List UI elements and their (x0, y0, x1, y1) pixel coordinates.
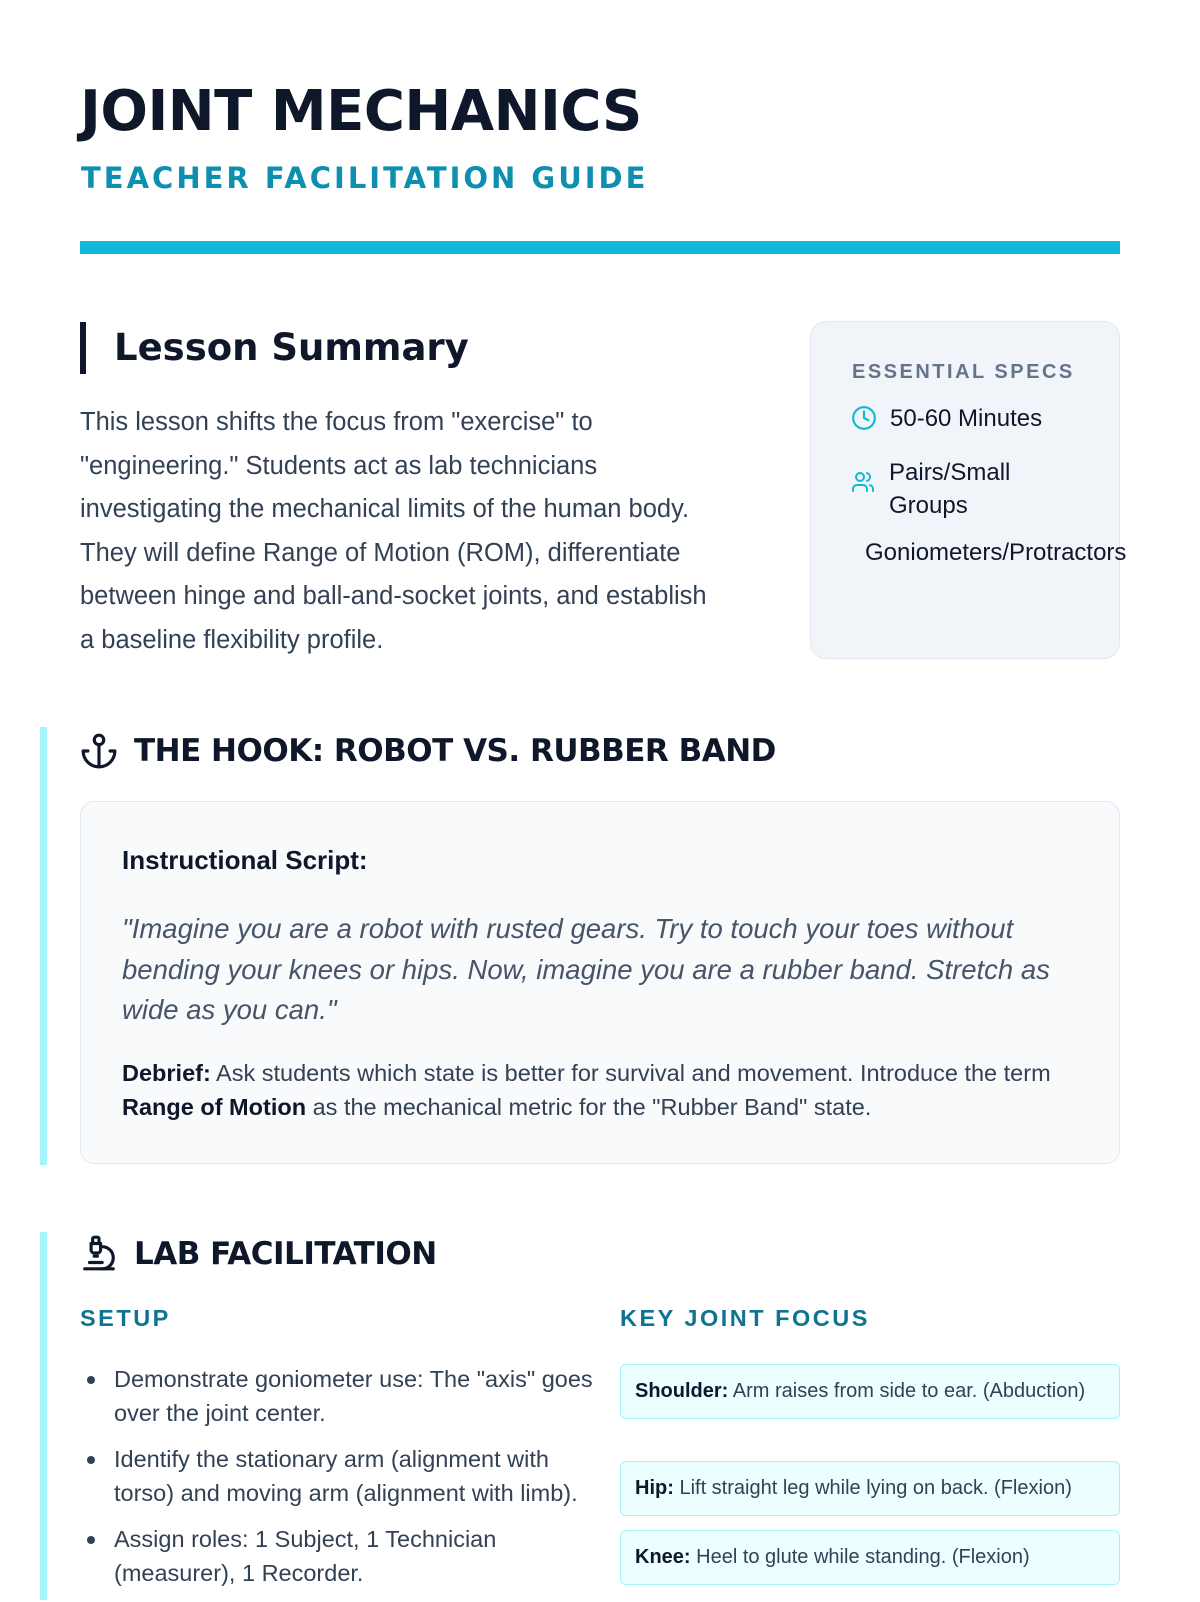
setup-list (80, 1362, 600, 1602)
joint-focus-heading: KEY JOINT FOCUS (620, 1305, 870, 1331)
anchor-icon (80, 732, 118, 770)
joint-description: Heel to glute while standing. (Flexion) (690, 1546, 1030, 1568)
summary-accent-bar (80, 322, 86, 374)
summary-heading: Lesson Summary (114, 326, 469, 369)
setup-item: Demonstrate goniometer use: The "axis" goes over the joint center. (80, 1362, 600, 1430)
microscope-icon (80, 1234, 118, 1272)
joint-description: Lift straight leg while lying on back. (Flexion) (673, 1477, 1072, 1499)
essential-specs-card (810, 321, 1127, 659)
setup-heading: SETUP (80, 1305, 171, 1331)
summary-text: This lesson shifts the focus from "exercise" to "engineering." Students act as lab technicians investigating the mechanical limits of the human body. They will define Range of Motion (ROM), differentiate between hinge and ball-and-socket joints, and establish a baseline flexibility profile. (80, 408, 707, 654)
debrief-text-after: as the mechanical metric for the "Rubber Band" state. (306, 1094, 872, 1120)
users-icon (851, 470, 875, 494)
specs-title: ESSENTIAL SPECS (852, 361, 1075, 383)
joint-description: Arm raises from side to ear. (Abduction) (728, 1380, 1086, 1402)
script-label: Instructional Script: (122, 845, 368, 875)
joint-card-hip (620, 1461, 1120, 1516)
debrief-text-before: Ask students which state is better for survival and movement. Introduce the term (210, 1060, 1051, 1086)
script-quote: "Imagine you are a robot with rusted gears. Try to touch your toes without bending your knees or hips. Now, imagine you are a rubber band. Stretch as wide as you can." (122, 913, 1050, 1025)
spec-duration: 50-60 Minutes (890, 405, 1043, 432)
joint-name: Hip: (635, 1477, 674, 1499)
joint-card-knee (620, 1530, 1120, 1585)
instructional-script-card (80, 801, 1120, 1164)
setup-item: Identify the stationary arm (alignment with torso) and moving arm (alignment with limb). (80, 1442, 600, 1510)
spec-grouping: Pairs/Small Groups (889, 459, 1011, 519)
joint-name: Knee: (635, 1546, 691, 1568)
page-title: JOINT MECHANICS (80, 79, 642, 144)
lab-section-stripe (40, 1232, 47, 1600)
clock-icon (851, 405, 877, 431)
joint-card-shoulder (620, 1364, 1120, 1419)
script-debrief (122, 1056, 1082, 1124)
hook-section-title: THE HOOK: ROBOT VS. RUBBER BAND (134, 733, 776, 769)
page-subtitle: TEACHER FACILITATION GUIDE (81, 161, 649, 195)
debrief-term: Range of Motion (122, 1094, 307, 1120)
joint-name: Shoulder: (635, 1380, 729, 1402)
setup-item: Assign roles: 1 Subject, 1 Technician (measurer), 1 Recorder. (80, 1522, 600, 1590)
hook-section-stripe (40, 727, 47, 1165)
title-divider (80, 241, 1120, 254)
spec-materials: Goniometers/Protractors (865, 539, 1127, 566)
debrief-label: Debrief: (122, 1060, 211, 1086)
lab-section-title: LAB FACILITATION (134, 1236, 437, 1272)
